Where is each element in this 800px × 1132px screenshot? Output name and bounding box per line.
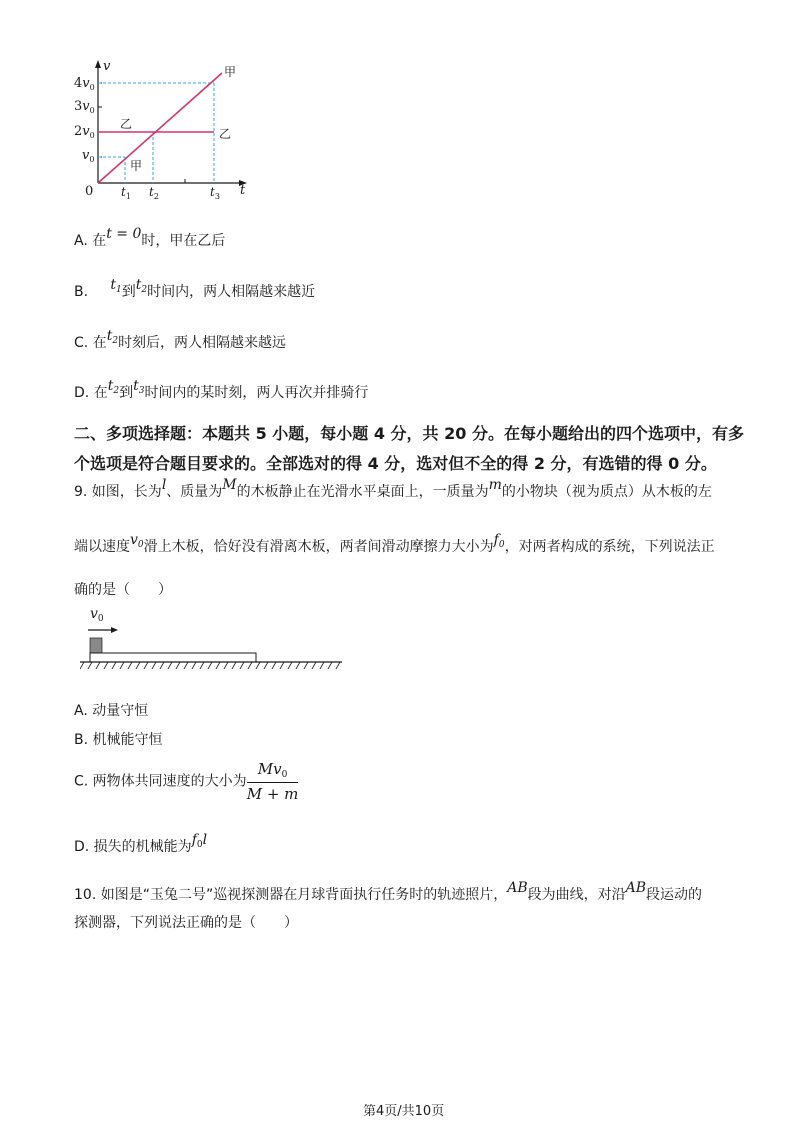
label-yi-left: 乙 (120, 117, 133, 131)
y-tick-4v0: $4v_0$ (74, 76, 95, 92)
label-jia-bottom: 甲 (130, 159, 143, 173)
small-block (90, 638, 102, 653)
origin-label: 0 (85, 184, 94, 199)
x-tick-t1: $t_1$ (121, 185, 131, 201)
q9-option-c: C. 两物体共同速度的大小为 $\frac{Mv_0}{M + m}$ (74, 760, 299, 803)
q9-option-d: D. 损失的机械能为$f_0l$ (74, 832, 208, 855)
y-tick-2v0: $2v_0$ (74, 124, 95, 140)
y-tick-v0: $v_0$ (82, 148, 95, 164)
q8-option-c: C. 在$t_2$时刻后，两人相隔越来越远 (74, 328, 287, 351)
label-yi-right: 乙 (219, 127, 232, 141)
q10-stem-line2: 探测器，下列说法正确的是（ ） (74, 915, 298, 931)
label-jia-top: 甲 (224, 65, 237, 79)
v-t-graph (70, 58, 270, 208)
q9-stem-line2: 端以速度$v_0$滑上木板，恰好没有滑离木板，两者间滑动摩擦力大小为$f_0$，对两者构成的系统，下列说法正 (74, 532, 715, 555)
q8-option-b: B. $t_1$到$t_2$时间内，两人相隔越来越近 (74, 277, 316, 300)
q9-board-figure (80, 600, 350, 680)
section-2-heading-line1: 二、多项选择题：本题共 5 小题，每小题 4 分，共 20 分。在每小题给出的四个选项中，有多 (74, 424, 744, 443)
axis-t-label: t (240, 183, 246, 198)
x-tick-t2: $t_2$ (149, 185, 159, 201)
y-tick-3v0: $3v_0$ (74, 99, 95, 115)
wooden-board (90, 653, 256, 662)
q9-stem-line1: 9. 如图，长为l、质量为M的木板静止在光滑水平桌面上，一质量为m的小物块（视为质点）从木板的左 (74, 477, 712, 500)
q9-option-a: A. 动量守恒 (74, 703, 149, 719)
q10-stem-line1: 10. 如图是“玉兔二号”巡视探测器在月球背面执行任务时的轨迹照片，AB段为曲线，对沿AB段运动的 (74, 880, 703, 903)
q9-stem-line3: 确的是（ ） (74, 582, 172, 598)
svg-text:v0: $v_0$ (90, 606, 104, 624)
axis-v-label: v (103, 59, 111, 74)
fraction-common-velocity: $\frac{Mv_0}{M + m}$ (246, 760, 299, 803)
q8-option-d: D. 在$t_2$到$t_3$时间内的某时刻，两人再次并排骑行 (74, 378, 369, 401)
q8-option-a: A. 在t = 0时，甲在乙后 (74, 226, 226, 249)
x-tick-t3: $t_3$ (210, 185, 220, 201)
line-jia (98, 73, 222, 183)
page-footer: 第4页/共10页 (363, 1104, 445, 1119)
q9-option-b: B. 机械能守恒 (74, 732, 163, 748)
section-2-heading-line2: 个选项是符合题目要求的。全部选对的得 4 分，选对但不全的得 2 分，有选错的得 0 分。 (74, 454, 717, 473)
